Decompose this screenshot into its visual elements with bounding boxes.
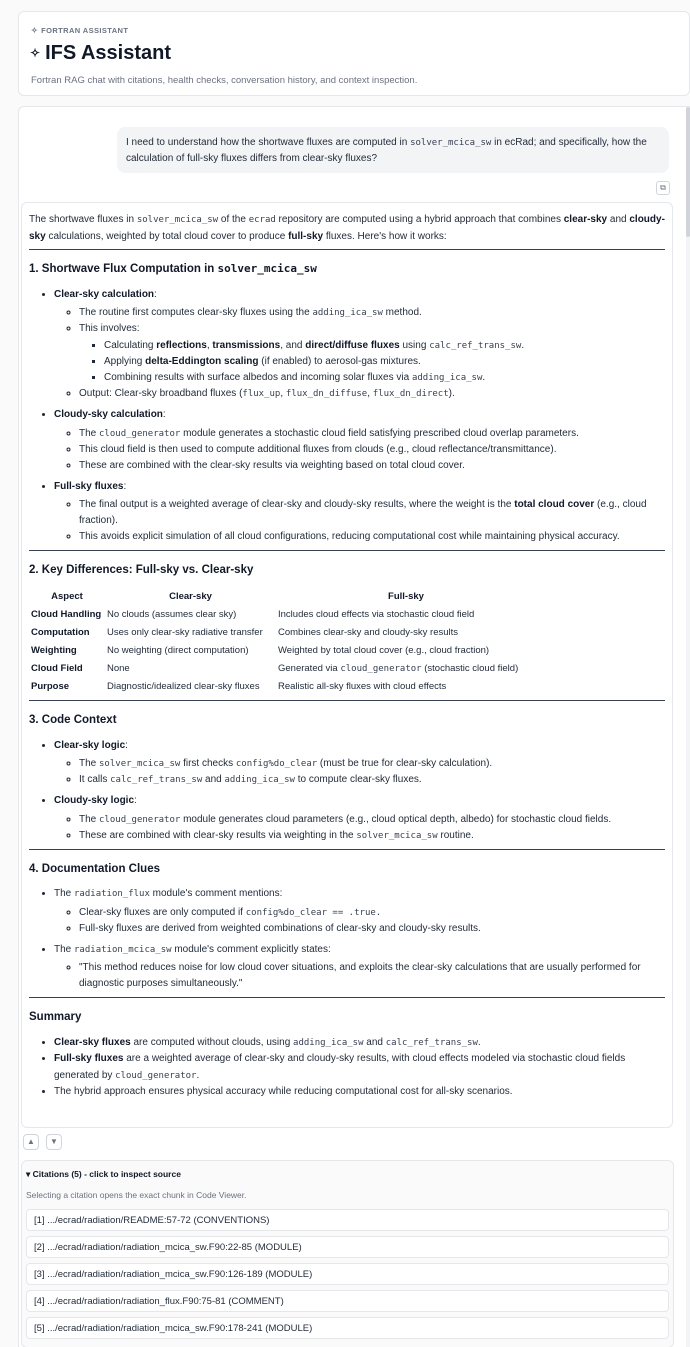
divider (29, 249, 665, 250)
list-item: ◦ This avoids explicit simulation of all cloud configurations, reducing computational cost while maintaining physical accuracy. (79, 529, 665, 545)
assistant-answer (21, 202, 673, 1128)
section-heading: Summary (29, 1011, 82, 1024)
section-heading: 1. Shortwave Flux Computation in solver_mcica_sw (29, 262, 317, 275)
sparkle-icon: ✧ (30, 46, 41, 61)
list-item: • Full-sky fluxes are a weighted average of clear-sky and cloudy-sky results, with cloud effects modeled via stochastic cloud fields generated by cloud_generator. (54, 1051, 665, 1084)
citations-note: Selecting a citation opens the exact chunk in Code Viewer. (26, 1190, 247, 1200)
section-heading: 3. Code Context (29, 713, 117, 726)
comparison-table (29, 588, 536, 696)
citations-panel (21, 1160, 674, 1347)
list-item: ◦ It calls calc_ref_trans_sw and adding_ica_sw to compute clear-sky fluxes. (79, 772, 665, 788)
table-header: Clear-sky (169, 590, 212, 602)
list-item: ◦ The routine first computes clear-sky fluxes using the adding_ica_sw method. (79, 305, 665, 321)
list-item: ◦ Output: Clear-sky broadband fluxes (flux_up, flux_dn_diffuse, flux_dn_direct). (79, 386, 665, 402)
citation-item[interactable]: [4] .../ecrad/radiation/radiation_flux.F90:75-81 (COMMENT) (26, 1290, 669, 1312)
section-list (29, 886, 665, 992)
section-list (29, 1035, 665, 1101)
app-header (18, 11, 690, 96)
list-item: • Cloudy-sky calculation: ◦ The cloud_generator module generates a stochastic cloud field satisfying prescribed cloud overlap parameters. ◦ This cloud field is then used to compute additional fluxes from clouds (e.g., cloud reflectance/transmittance). ◦ These are combined with the clear-sky results via weighting based on total cloud cover. (54, 407, 665, 474)
scrollbar-thumb[interactable] (686, 107, 690, 237)
chat-panel[interactable] (18, 106, 690, 1347)
citation-item[interactable]: [5] .../ecrad/radiation/radiation_mcica_sw.F90:178-241 (MODULE) (26, 1317, 669, 1339)
list-item: ◦ These are combined with the clear-sky results via weighting based on total cloud cover. (79, 458, 665, 474)
thumbs-down-icon: ▼ (50, 1137, 58, 1146)
citation-item[interactable]: [3] .../ecrad/radiation/radiation_mcica_sw.F90:126-189 (MODULE) (26, 1263, 669, 1285)
divider (29, 700, 665, 701)
citation-item[interactable]: [1] .../ecrad/radiation/README:57-72 (CONVENTIONS) (26, 1209, 669, 1231)
list-item: ◦ The cloud_generator module generates cloud parameters (e.g., cloud optical depth, albedo) for stochastic cloud fields. (79, 812, 665, 828)
list-item: ▪ Applying delta-Eddington scaling (if enabled) to aerosol-gas mixtures. (104, 354, 665, 370)
list-item: ◦ Clear-sky fluxes are only computed if config%do_clear == .true. (79, 905, 665, 921)
divider (29, 550, 665, 551)
table-header: Full-sky (388, 590, 424, 602)
answer-intro: The shortwave fluxes in solver_mcica_sw of the ecrad repository are computed using a hybrid approach that combines clear-sky and cloudy-sky calculations, weighted by total cloud cover to produce full-sky fluxes. Here's how it works: (29, 214, 665, 242)
section-list (29, 738, 665, 844)
page-title: ✧ IFS Assistant (30, 42, 172, 64)
section-heading: 2. Key Differences: Full-sky vs. Clear-sky (29, 564, 254, 577)
table-row: Purpose Diagnostic/idealized clear-sky fluxes Realistic all-sky fluxes with cloud effects (31, 680, 447, 692)
list-item: ◦ The cloud_generator module generates a stochastic cloud field satisfying prescribed cloud overlap parameters. (79, 426, 665, 442)
list-item: • The hybrid approach ensures physical accuracy while reducing computational cost for all-sky scenarios. (54, 1084, 665, 1101)
copy-button[interactable] (656, 181, 670, 195)
divider (29, 849, 665, 850)
list-item: ◦ These are combined with clear-sky results via weighting in the solver_mcica_sw routine. (79, 828, 665, 844)
table-row: Cloud Handling No clouds (assumes clear sky) Includes cloud effects via stochastic cloud field (31, 608, 475, 620)
section-list (29, 287, 665, 546)
thumbs-up-icon: ▲ (27, 1137, 35, 1146)
list-item: • Cloudy-sky logic: ◦ The cloud_generator module generates cloud parameters (e.g., cloud optical depth, albedo) for stochastic cloud fields. ◦ These are combined with clear-sky results via weighting in the solver_mcica_sw routine. (54, 793, 665, 844)
list-item: • Clear-sky calculation: ◦ The routine first computes clear-sky fluxes using the adding_ica_sw method. ◦ This involves: ▪ Calculating reflections, transmissions, and direct/diffuse fluxes using calc_ref_trans_sw. ▪ Applying delta-Eddington scaling (if enabled) to aerosol-gas mixtures. ▪ Combining results with surface albedos and incoming solar fluxes via adding_ica_sw. ◦ Output: Clear-sky broadband fluxes (flux_up, flux_dn_diffuse, flux_dn_direct). (54, 287, 665, 403)
list-item: • The radiation_flux module's comment mentions: ◦ Clear-sky fluxes are only computed if config%do_clear == .true. ◦ Full-sky fluxes are derived from weighted combinations of clear-sky and cloudy-sky results. (54, 886, 665, 937)
list-item: • The radiation_mcica_sw module's comment explicitly states: ◦ "This method reduces noise for low cloud cover situations, and exploits the clear-sky calculations that are usually performed for diagnostic purposes simultaneously." (54, 942, 665, 993)
list-item: ◦ The solver_mcica_sw first checks config%do_clear (must be true for clear-sky calculation). (79, 756, 665, 772)
table-row: Computation Uses only clear-sky radiative transfer Combines clear-sky and cloudy-sky results (31, 626, 459, 638)
citation-item[interactable]: [2] .../ecrad/radiation/radiation_mcica_sw.F90:22-85 (MODULE) (26, 1236, 669, 1258)
list-item: • Full-sky fluxes: ◦ The final output is a weighted average of clear-sky and cloudy-sky results, where the weight is the total cloud cover (e.g., cloud fraction). ◦ This avoids explicit simulation of all cloud configurations, reducing computational cost while maintaining physical accuracy. (54, 479, 665, 546)
list-item: ◦ "This method reduces noise for low cloud cover situations, and exploits the clear-sky calculations that are usually performed for diagnostic purposes simultaneously." (79, 960, 665, 992)
sparkle-icon: ✧ (31, 26, 39, 35)
list-item: • Clear-sky logic: ◦ The solver_mcica_sw first checks config%do_clear (must be true for clear-sky calculation). ◦ It calls calc_ref_trans_sw and adding_ica_sw to compute clear-sky fluxes. (54, 738, 665, 789)
divider (29, 997, 665, 998)
list-item: ◦ This involves: ▪ Calculating reflections, transmissions, and direct/diffuse fluxes using calc_ref_trans_sw. ▪ Applying delta-Eddington scaling (if enabled) to aerosol-gas mixtures. ▪ Combining results with surface albedos and incoming solar fluxes via adding_ica_sw. (79, 321, 665, 386)
list-item: • Clear-sky fluxes are computed without clouds, using adding_ica_sw and calc_ref_trans_sw. (54, 1035, 665, 1052)
list-item: ▪ Calculating reflections, transmissions, and direct/diffuse fluxes using calc_ref_trans_sw. (104, 338, 665, 354)
thumbs-down-button[interactable] (46, 1134, 62, 1150)
app-eyebrow: ✧ FORTRAN ASSISTANT (31, 26, 129, 35)
copy-icon: ⧉ (660, 183, 666, 192)
chat-scrollbar[interactable] (686, 107, 690, 1347)
list-item: ◦ The final output is a weighted average of clear-sky and cloudy-sky results, where the weight is the total cloud cover (e.g., cloud fraction). (79, 497, 665, 529)
thumbs-up-button[interactable] (23, 1134, 39, 1150)
page-subtitle: Fortran RAG chat with citations, health checks, conversation history, and context inspection. (31, 75, 418, 86)
user-message: I need to understand how the shortwave fluxes are computed in solver_mcica_sw in ecRad; and specifically, how the calculation of full-sky fluxes differs from clear-sky fluxes? (117, 127, 669, 173)
table-row: Weighting No weighting (direct computation) Weighted by total cloud cover (e.g., cloud fraction) (31, 644, 490, 656)
list-item: ▪ Combining results with surface albedos and incoming solar fluxes via adding_ica_sw. (104, 370, 665, 386)
table-header: Aspect (51, 590, 83, 602)
list-item: ◦ Full-sky fluxes are derived from weighted combinations of clear-sky and cloudy-sky results. (79, 921, 665, 937)
section-heading: 4. Documentation Clues (29, 862, 160, 875)
list-item: ◦ This cloud field is then used to compute additional fluxes from clouds (e.g., cloud reflectance/transmittance). (79, 442, 665, 458)
citations-toggle[interactable]: ▾ Citations (5) - click to inspect source (26, 1169, 181, 1179)
table-row: Cloud Field None Generated via cloud_generator (stochastic cloud field) (31, 662, 519, 674)
